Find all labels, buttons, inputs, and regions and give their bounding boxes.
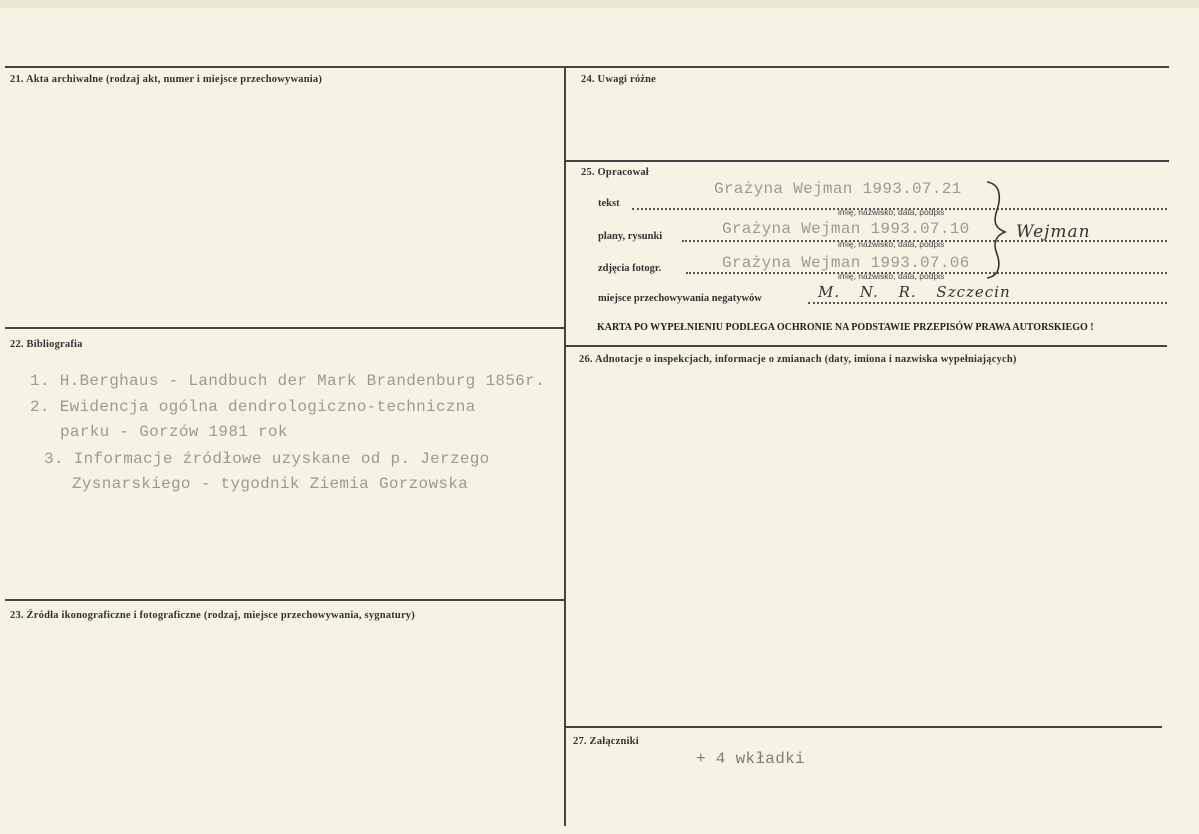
copyright-notice: KARTA PO WYPEŁNIENIU PODLEGA OCHRONIE NA PODSTAWIE PRZEPISÓW PRAWA AUTORSKIEGO ! [597,322,1094,333]
section-26-title: 26. Adnotacje o inspekcjach, informacje o zmianach [579,354,822,365]
attachments-value: + 4 wkładki [696,750,805,768]
rule-left-22 [5,327,565,329]
plany-hint: imię, nazwisko, data, podpis [838,239,945,249]
section-26-note: (daty, imiona i nazwiska wypełniających) [824,354,1017,365]
bracket-mark [985,180,1015,280]
section-21-label [10,74,322,85]
tekst-label: tekst [598,198,620,209]
bibliography-line-1: 1. H.Berghaus - Landbuch der Mark Brandenburg 1856r. [30,372,545,390]
bibliography-line-5: Zysnarskiego - tygodnik Ziemia Gorzowska [72,475,469,493]
rule-right-26 [564,345,1167,347]
bibliography-line-4: 3. Informacje źródłowe uzyskane od p. Jerzego [44,450,490,468]
plany-value: Grażyna Wejman 1993.07.10 [722,220,970,238]
zdjecia-hint: imię, nazwisko, data, podpis [838,271,945,281]
negatives-value: M. N. R. Szczecin [818,283,1011,301]
rule-right-25 [564,160,1169,162]
section-24-label: 24. Uwagi różne [581,74,657,85]
signature: Wejman [1016,222,1091,242]
bibliography-line-3: parku - Gorzów 1981 rok [60,423,288,441]
top-edge [0,0,1199,8]
section-27-label: 27. Załączniki [573,736,639,747]
plany-label: plany, rysunki [598,231,663,242]
section-23-note: (rodzaj, miejsce przechowywania, sygnatury) [203,610,415,621]
bibliography-line-2: 2. Ewidencja ogólna dendrologiczno-techniczna [30,398,476,416]
negatives-label: miejsce przechowywania negatywów [598,293,762,304]
section-22-label: 22. Bibliografia [10,339,83,350]
tekst-value: Grażyna Wejman 1993.07.21 [714,180,962,198]
top-rule [5,66,1169,68]
section-25-label: 25. Opracował [581,167,649,178]
negatives-dotted-line [808,302,1167,304]
section-21-note: (rodzaj akt, numer i miejsce przechowywania) [105,74,323,85]
section-23-label [10,610,415,621]
tekst-hint: imię, nazwisko, data, podpis [838,207,945,217]
center-divider [564,66,566,826]
section-21-title: 21. Akta archiwalne [10,74,104,85]
rule-right-27 [564,726,1162,728]
zdjecia-value: Grażyna Wejman 1993.07.06 [722,254,970,272]
section-26-label [579,354,1017,365]
rule-left-23 [5,599,565,601]
section-23-title: 23. Źródła ikonograficzne i fotograficzne [10,610,202,621]
zdjecia-label: zdjęcia fotogr. [598,263,662,274]
